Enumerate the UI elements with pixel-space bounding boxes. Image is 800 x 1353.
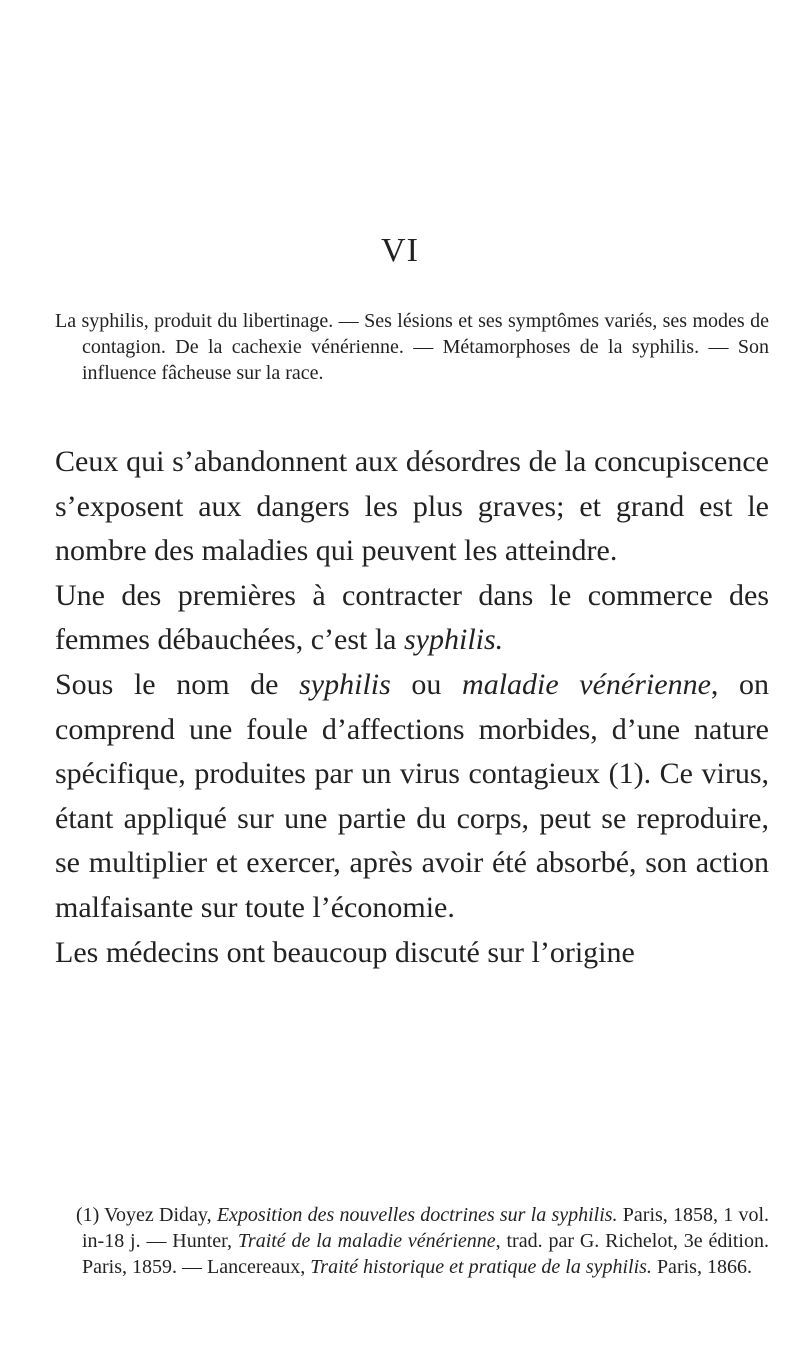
paragraph-1: Ceux qui s’abandonnent aux désordres de la concupiscence s’exposent aux dangers les plus graves; et grand est le nombre des maladies qui peuvent les atteindre. [55, 445, 769, 568]
paragraph-2-emphasis: syphilis. [404, 623, 504, 657]
paragraph-4: Les médecins ont beaucoup discuté sur l’origine [55, 935, 635, 969]
paragraph-2 [55, 574, 769, 663]
body-text [55, 440, 769, 975]
footnote-text-c: , trad. par G. Richelot, 3e édition. Paris, 1859. — Lancereaux, [82, 1230, 769, 1278]
chapter-number: VI [381, 232, 419, 269]
footnote-title-1: Exposition des nouvelles doctrines sur la syphilis. [216, 1204, 618, 1226]
paragraph-3-text-a: Sous le nom de [55, 667, 300, 701]
chapter-summary [55, 308, 769, 386]
paragraph-2-text: Une des premières à contracter dans le commerce des femmes débauchées, c’est la [55, 578, 769, 657]
footnote-title-3: Traité historique et pratique de la syphilis. [310, 1256, 652, 1278]
summary-text: La syphilis, produit du libertinage. — Ses lésions et ses symptômes variés, ses modes de contagion. De la cachexie vénérienne. — Métamorphoses de la syphilis. — Son influence fâcheuse sur la race. [55, 310, 769, 384]
paragraph-3-text-c: , on comprend une foule d’affections morbides, d’une nature spécifique, produites par un virus contagieux (1). Ce virus, étant appliqué sur une partie du corps, peut se reproduire, se multiplier et exercer, après avoir été absorbé, son action malfaisante sur toute l’économie. [55, 667, 770, 924]
footnote-text-b: Paris, 1858, 1 vol. in-18 j. — Hunter, [82, 1204, 770, 1252]
footnote-text-d: Paris, 1866. [651, 1256, 752, 1278]
footnote-text [55, 1202, 769, 1280]
footnote-text-a: (1) Voyez Diday, [76, 1204, 217, 1226]
paragraph-3 [55, 663, 769, 931]
footnote [55, 1202, 769, 1280]
paragraph-3-emphasis-2: maladie vénérienne [462, 667, 711, 701]
footnote-title-2: Traité de la maladie vénérienne [237, 1230, 496, 1252]
paragraph-3-text-b: ou [390, 667, 463, 701]
paragraph-3-emphasis-1: syphilis [299, 667, 391, 701]
